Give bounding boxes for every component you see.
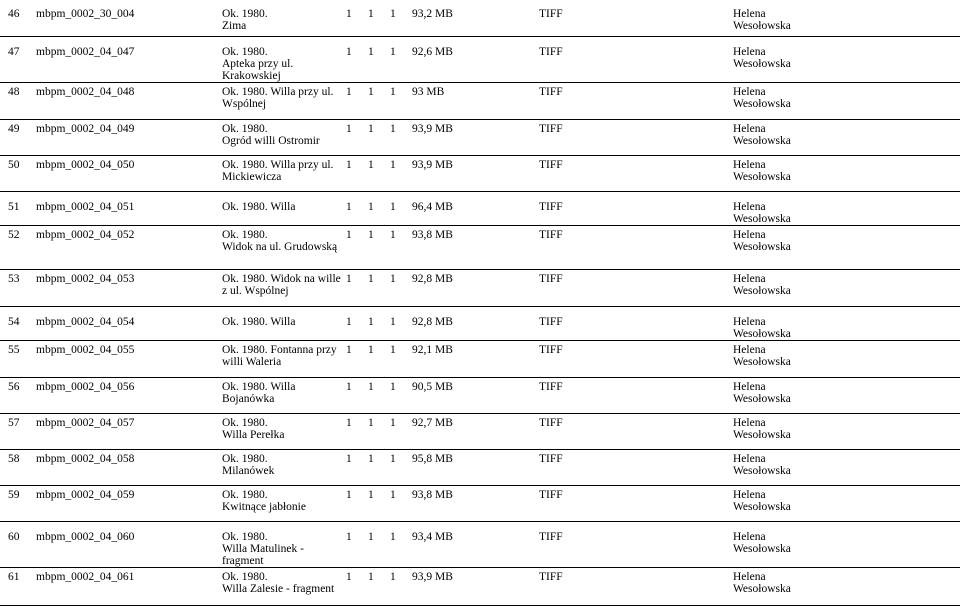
table-row <box>0 155 960 191</box>
table-row <box>0 119 960 155</box>
record-title-line: Ok. 1980. Willa przy ul. <box>222 85 334 98</box>
quantity-1: 1 <box>346 158 352 171</box>
quantity-1: 1 <box>346 8 352 20</box>
record-info-cell <box>0 340 346 377</box>
record-title-line: Wspólnej <box>222 97 267 110</box>
author-name-line: Helena <box>733 452 766 465</box>
record-number: 51 <box>8 200 20 213</box>
author-name-line: Helena <box>733 570 766 583</box>
author-name-line: Helena <box>733 530 766 543</box>
table-row <box>0 567 960 605</box>
author-name-line: Helena <box>733 380 766 393</box>
author-name <box>733 8 797 32</box>
author-name-line: Wesołowska <box>733 212 791 225</box>
record-title-line: Ok. 1980. Fontanna przy <box>222 343 337 356</box>
quantity-2: 1 <box>368 380 374 393</box>
table-row <box>0 306 960 340</box>
author-name <box>733 489 797 513</box>
quantity-1: 1 <box>346 570 352 583</box>
quantity-2: 1 <box>368 416 374 429</box>
quantity-1: 1 <box>346 272 352 285</box>
file-size: 95,8 MB <box>412 452 453 465</box>
record-signature: mbpm_0002_04_050 <box>36 158 135 171</box>
author-name-line: Helena <box>733 488 766 501</box>
quantity-1: 1 <box>346 228 352 241</box>
record-title-line: Milanówek <box>222 464 275 477</box>
record-title-line: Ok. 1980. Willa <box>222 200 296 213</box>
record-number: 55 <box>8 343 20 356</box>
record-file-cell <box>346 485 960 521</box>
record-title-line: Ok. 1980. <box>222 416 268 429</box>
quantity-1: 1 <box>346 380 352 393</box>
quantity-1: 1 <box>346 343 352 356</box>
author-name-line: Wesołowska <box>733 240 791 253</box>
quantity-3: 1 <box>390 416 396 429</box>
record-title <box>222 201 346 213</box>
record-number: 54 <box>8 315 20 328</box>
quantity-2: 1 <box>368 530 374 543</box>
author-name-line: Helena <box>733 228 766 241</box>
file-size: 90,5 MB <box>412 380 453 393</box>
record-file-cell <box>346 377 960 413</box>
file-format: TIFF <box>539 530 563 543</box>
record-title <box>222 123 346 147</box>
quantity-2: 1 <box>368 488 374 501</box>
record-signature: mbpm_0002_04_053 <box>36 272 135 285</box>
record-title-line: Ok. 1980. <box>222 570 268 583</box>
quantity-3: 1 <box>390 158 396 171</box>
record-title-line: Ok. 1980. <box>222 452 268 465</box>
record-title <box>222 46 346 82</box>
record-signature: mbpm_0002_04_057 <box>36 416 135 429</box>
record-info-cell <box>0 485 346 521</box>
author-name <box>733 417 797 441</box>
record-file-cell <box>346 119 960 155</box>
record-title-line: fragment <box>222 554 264 567</box>
record-file-cell <box>346 567 960 605</box>
author-name-line: Wesołowska <box>733 170 791 183</box>
quantity-3: 1 <box>390 8 396 20</box>
quantity-2: 1 <box>368 45 374 58</box>
author-name-line: Wesołowska <box>733 284 791 297</box>
author-name-line: Wesołowska <box>733 327 791 340</box>
record-info-cell <box>0 119 346 155</box>
author-name <box>733 201 797 225</box>
quantity-3: 1 <box>390 85 396 98</box>
record-number: 53 <box>8 272 20 285</box>
quantity-3: 1 <box>390 570 396 583</box>
table-row <box>0 449 960 485</box>
file-size: 96,4 MB <box>412 200 453 213</box>
table-row <box>0 340 960 377</box>
record-title-line: Mickiewicza <box>222 170 282 183</box>
author-name-line: Wesołowska <box>733 57 791 70</box>
quantity-3: 1 <box>390 530 396 543</box>
quantity-2: 1 <box>368 85 374 98</box>
record-title <box>222 381 346 405</box>
file-size: 93,9 MB <box>412 570 453 583</box>
file-size: 93 MB <box>412 85 445 98</box>
record-title-line: Ok. 1980. <box>222 530 268 543</box>
author-name <box>733 344 797 368</box>
author-name-line: Helena <box>733 85 766 98</box>
record-signature: mbpm_0002_04_049 <box>36 122 135 135</box>
record-title-line: Ok. 1980. Willa <box>222 380 296 393</box>
quantity-3: 1 <box>390 122 396 135</box>
table-row <box>0 485 960 521</box>
record-title <box>222 316 346 328</box>
record-info-cell <box>0 191 346 225</box>
record-signature: mbpm_0002_04_054 <box>36 315 135 328</box>
quantity-2: 1 <box>368 228 374 241</box>
record-title-line: Ok. 1980. <box>222 228 268 241</box>
author-name-line: Helena <box>733 343 766 356</box>
author-name-line: Wesołowska <box>733 582 791 595</box>
record-title <box>222 273 346 297</box>
file-format: TIFF <box>539 452 563 465</box>
quantity-2: 1 <box>368 158 374 171</box>
author-name-line: Wesołowska <box>733 464 791 477</box>
table-row <box>0 0 960 36</box>
author-name-line: Helena <box>733 122 766 135</box>
record-title <box>222 229 346 253</box>
quantity-1: 1 <box>346 530 352 543</box>
file-size: 92,7 MB <box>412 416 453 429</box>
record-signature: mbpm_0002_04_058 <box>36 452 135 465</box>
author-name-line: Helena <box>733 45 766 58</box>
author-name <box>733 229 797 253</box>
record-info-cell <box>0 413 346 449</box>
record-info-cell <box>0 155 346 191</box>
record-title-line: Krakowskiej <box>222 69 281 82</box>
file-format: TIFF <box>539 45 563 58</box>
author-name-line: Helena <box>733 416 766 429</box>
file-format: TIFF <box>539 343 563 356</box>
table-row <box>0 377 960 413</box>
quantity-3: 1 <box>390 272 396 285</box>
file-format: TIFF <box>539 315 563 328</box>
author-name <box>733 46 797 70</box>
quantity-1: 1 <box>346 200 352 213</box>
quantity-3: 1 <box>390 343 396 356</box>
quantity-1: 1 <box>346 416 352 429</box>
quantity-3: 1 <box>390 488 396 501</box>
record-signature: mbpm_0002_04_059 <box>36 488 135 501</box>
quantity-2: 1 <box>368 200 374 213</box>
record-info-cell <box>0 36 346 82</box>
quantity-1: 1 <box>346 452 352 465</box>
file-size: 92,6 MB <box>412 45 453 58</box>
file-format: TIFF <box>539 488 563 501</box>
file-format: TIFF <box>539 380 563 393</box>
quantity-2: 1 <box>368 315 374 328</box>
record-title <box>222 344 346 368</box>
record-title <box>222 489 346 513</box>
author-name <box>733 273 797 297</box>
record-title-line: Willa Perełka <box>222 428 285 441</box>
quantity-3: 1 <box>390 228 396 241</box>
quantity-2: 1 <box>368 8 374 20</box>
quantity-3: 1 <box>390 380 396 393</box>
record-signature: mbpm_0002_04_055 <box>36 343 135 356</box>
file-size: 93,9 MB <box>412 122 453 135</box>
author-name <box>733 531 797 555</box>
record-title-line: Zima <box>222 20 247 32</box>
record-number: 61 <box>8 570 20 583</box>
record-number: 49 <box>8 122 20 135</box>
record-title <box>222 531 346 567</box>
quantity-3: 1 <box>390 200 396 213</box>
record-number: 46 <box>8 8 20 20</box>
record-info-cell <box>0 0 346 36</box>
quantity-1: 1 <box>346 45 352 58</box>
record-title <box>222 453 346 477</box>
record-title <box>222 571 346 595</box>
record-title <box>222 417 346 441</box>
file-format: TIFF <box>539 272 563 285</box>
file-size: 92,1 MB <box>412 343 453 356</box>
author-name-line: Wesołowska <box>733 355 791 368</box>
record-title-line: willi Waleria <box>222 355 282 368</box>
table-row <box>0 82 960 119</box>
file-size: 92,8 MB <box>412 315 453 328</box>
quantity-3: 1 <box>390 45 396 58</box>
record-number: 57 <box>8 416 20 429</box>
quantity-2: 1 <box>368 122 374 135</box>
author-name-line: Wesołowska <box>733 392 791 405</box>
author-name-line: Wesołowska <box>733 542 791 555</box>
quantity-3: 1 <box>390 452 396 465</box>
quantity-1: 1 <box>346 122 352 135</box>
record-info-cell <box>0 521 346 567</box>
record-info-cell <box>0 306 346 340</box>
author-name-line: Helena <box>733 200 766 213</box>
quantity-1: 1 <box>346 85 352 98</box>
file-size: 93,8 MB <box>412 228 453 241</box>
record-file-cell <box>346 269 960 306</box>
author-name-line: Helena <box>733 272 766 285</box>
file-format: TIFF <box>539 122 563 135</box>
record-title-line: Bojanówka <box>222 392 275 405</box>
record-title-line: z ul. Wspólnej <box>222 284 289 297</box>
file-size: 93,2 MB <box>412 8 453 20</box>
record-number: 59 <box>8 488 20 501</box>
file-format: TIFF <box>539 8 563 20</box>
author-name-line: Helena <box>733 158 766 171</box>
file-format: TIFF <box>539 416 563 429</box>
record-number: 47 <box>8 45 20 58</box>
record-signature: mbpm_0002_04_051 <box>36 200 135 213</box>
file-format: TIFF <box>539 85 563 98</box>
author-name-line: Wesołowska <box>733 500 791 513</box>
record-signature: mbpm_0002_30_004 <box>36 8 135 20</box>
record-number: 58 <box>8 452 20 465</box>
record-file-cell <box>346 36 960 82</box>
record-file-cell <box>346 449 960 485</box>
record-info-cell <box>0 225 346 269</box>
quantity-1: 1 <box>346 315 352 328</box>
record-title <box>222 86 346 110</box>
record-number: 52 <box>8 228 20 241</box>
quantity-2: 1 <box>368 570 374 583</box>
quantity-1: 1 <box>346 488 352 501</box>
quantity-3: 1 <box>390 315 396 328</box>
record-title <box>222 159 346 183</box>
table-row <box>0 191 960 225</box>
record-title-line: Willa Zalesie - fragment <box>222 582 335 595</box>
record-title-line: Ok. 1980. <box>222 488 268 501</box>
table-row <box>0 269 960 306</box>
author-name-line: Wesołowska <box>733 428 791 441</box>
author-name-line: Helena <box>733 8 766 20</box>
record-title <box>222 8 346 32</box>
file-format: TIFF <box>539 228 563 241</box>
table-row <box>0 225 960 269</box>
author-name <box>733 453 797 477</box>
author-name <box>733 316 797 340</box>
record-info-cell <box>0 567 346 605</box>
record-file-cell <box>346 306 960 340</box>
record-signature: mbpm_0002_04_047 <box>36 45 135 58</box>
record-file-cell <box>346 521 960 567</box>
author-name-line: Wesołowska <box>733 134 791 147</box>
record-number: 56 <box>8 380 20 393</box>
author-name-line: Wesołowska <box>733 97 791 110</box>
record-file-cell <box>346 225 960 269</box>
file-format: TIFF <box>539 200 563 213</box>
file-size: 93,4 MB <box>412 530 453 543</box>
author-name <box>733 571 797 595</box>
record-file-cell <box>346 191 960 225</box>
record-info-cell <box>0 449 346 485</box>
record-title-line: Kwitnące jabłonie <box>222 500 306 513</box>
author-name-line: Helena <box>733 315 766 328</box>
file-size: 93,9 MB <box>412 158 453 171</box>
record-title-line: Ok. 1980. Widok na wille <box>222 272 341 285</box>
record-signature: mbpm_0002_04_061 <box>36 570 135 583</box>
record-file-cell <box>346 155 960 191</box>
record-signature: mbpm_0002_04_056 <box>36 380 135 393</box>
record-info-cell <box>0 269 346 306</box>
record-file-cell <box>346 82 960 119</box>
file-size: 93,8 MB <box>412 488 453 501</box>
quantity-2: 1 <box>368 452 374 465</box>
record-file-cell <box>346 0 960 36</box>
file-format: TIFF <box>539 158 563 171</box>
table-row <box>0 413 960 449</box>
record-file-cell <box>346 413 960 449</box>
author-name <box>733 381 797 405</box>
record-title-line: Ok. 1980. <box>222 8 268 20</box>
record-info-cell <box>0 82 346 119</box>
quantity-2: 1 <box>368 343 374 356</box>
record-title-line: Ok. 1980. Willa przy ul. <box>222 158 334 171</box>
quantity-2: 1 <box>368 272 374 285</box>
record-title-line: Ok. 1980. Willa <box>222 315 296 328</box>
record-title-line: Ok. 1980. <box>222 122 268 135</box>
table-row <box>0 36 960 82</box>
record-file-cell <box>346 340 960 377</box>
record-number: 48 <box>8 85 20 98</box>
record-signature: mbpm_0002_04_060 <box>36 530 135 543</box>
author-name <box>733 86 797 110</box>
author-name <box>733 159 797 183</box>
record-title-line: Ok. 1980. <box>222 45 268 58</box>
file-format: TIFF <box>539 570 563 583</box>
record-signature: mbpm_0002_04_048 <box>36 85 135 98</box>
record-signature: mbpm_0002_04_052 <box>36 228 135 241</box>
record-title-line: Widok na ul. Grudowską <box>222 240 338 253</box>
record-number: 50 <box>8 158 20 171</box>
file-size: 92,8 MB <box>412 272 453 285</box>
record-number: 60 <box>8 530 20 543</box>
record-title-line: Apteka przy ul. <box>222 57 294 70</box>
record-title-line: Willa Matulinek - <box>222 542 304 555</box>
author-name-line: Wesołowska <box>733 20 791 32</box>
record-info-cell <box>0 377 346 413</box>
author-name <box>733 123 797 147</box>
table-row <box>0 521 960 567</box>
record-title-line: Ogród willi Ostromir <box>222 134 320 147</box>
